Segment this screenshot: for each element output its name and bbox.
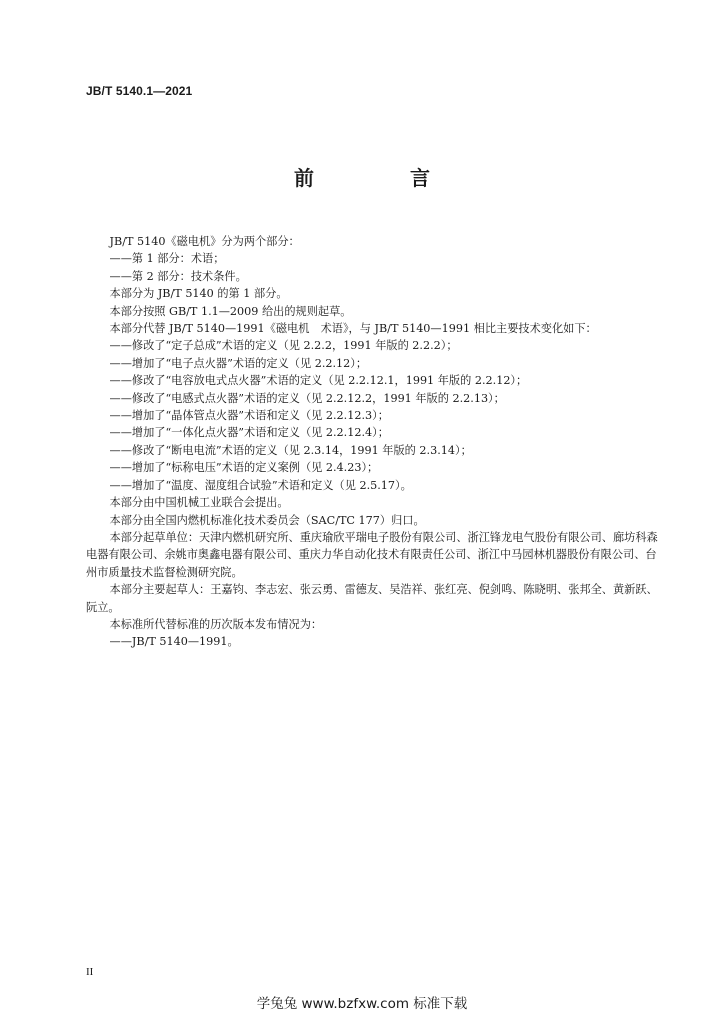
list-item: ——增加了“电子点火器”术语的定义（见 2.2.12）； [109, 356, 368, 370]
paragraph: 本标准所代替标准的历次版本发布情况为： [109, 617, 323, 631]
standard-number: JB/T 5140.1—2021 [86, 84, 193, 98]
paragraph: 本部分由全国内燃机标准化技术委员会（SAC/TC 177）归口。 [109, 513, 425, 527]
list-item: ——修改了“电容放电式点火器”术语的定义（见 2.2.12.1，1991 年版的 2.2.12）； [109, 374, 528, 388]
paragraph: 本部分由中国机械工业联合会提出。 [109, 496, 289, 510]
list-item: ——第 2 部分：技术条件。 [109, 269, 247, 283]
page-title: 前 言 [294, 166, 468, 190]
list-item: ——增加了“晶体管点火器”术语和定义（见 2.2.12.3）； [109, 409, 389, 423]
paragraph: 本部分为 JB/T 5140 的第 1 部分。 [109, 287, 288, 301]
list-item: ——修改了“电感式点火器”术语的定义（见 2.2.12.2，1991 年版的 2.2.13）； [109, 391, 505, 405]
list-item: ——修改了“断电电流”术语的定义（见 2.3.14，1991 年版的 2.3.14）； [109, 443, 472, 457]
paragraph: 本部分代替 JB/T 5140—1991《磁电机 术语》，与 JB/T 5140—1991 相比主要技术变化如下： [109, 322, 597, 336]
list-item: ——增加了“标称电压”术语的定义案例（见 2.4.23）； [109, 461, 379, 475]
drafters-paragraph: 本部分主要起草人：王嘉钧、李志宏、张云勇、雷德友、吴浩祥、张红亮、倪剑鸣、陈晓明、张邦全、黄新跃、阮立。 [86, 583, 658, 614]
list-item: ——第 1 部分：术语； [109, 252, 225, 266]
list-item: ——增加了“温度、湿度组合试验”术语和定义（见 2.5.17）。 [109, 478, 412, 492]
footer-watermark: 学兔兔 www.bzfxw.com 标准下载 [256, 996, 468, 1012]
list-item: ——JB/T 5140—1991。 [109, 635, 239, 649]
list-item: ——增加了“一体化点火器”术语和定义（见 2.2.12.4）； [109, 426, 389, 440]
drafting-units-paragraph: 本部分起草单位：天津内燃机研究所、重庆瑜欣平瑞电子股份有限公司、浙江锋龙电气股份有限公司、廊坊科森电器有限公司、余姚市奥鑫电器有限公司、重庆力华自动化技术有限责任公司、浙江中马园林机器股份有限公司、台州市质量技术监督检测研究院。 [86, 530, 658, 579]
paragraph: JB/T 5140《磁电机》分为两个部分： [109, 235, 300, 248]
paragraph: 本部分按照 GB/T 1.1—2009 给出的规则起草。 [109, 304, 352, 318]
page-number: II [86, 966, 94, 978]
list-item: ——修改了“定子总成”术语的定义（见 2.2.2，1991 年版的 2.2.2）； [109, 339, 458, 353]
foreword-body [86, 233, 664, 651]
